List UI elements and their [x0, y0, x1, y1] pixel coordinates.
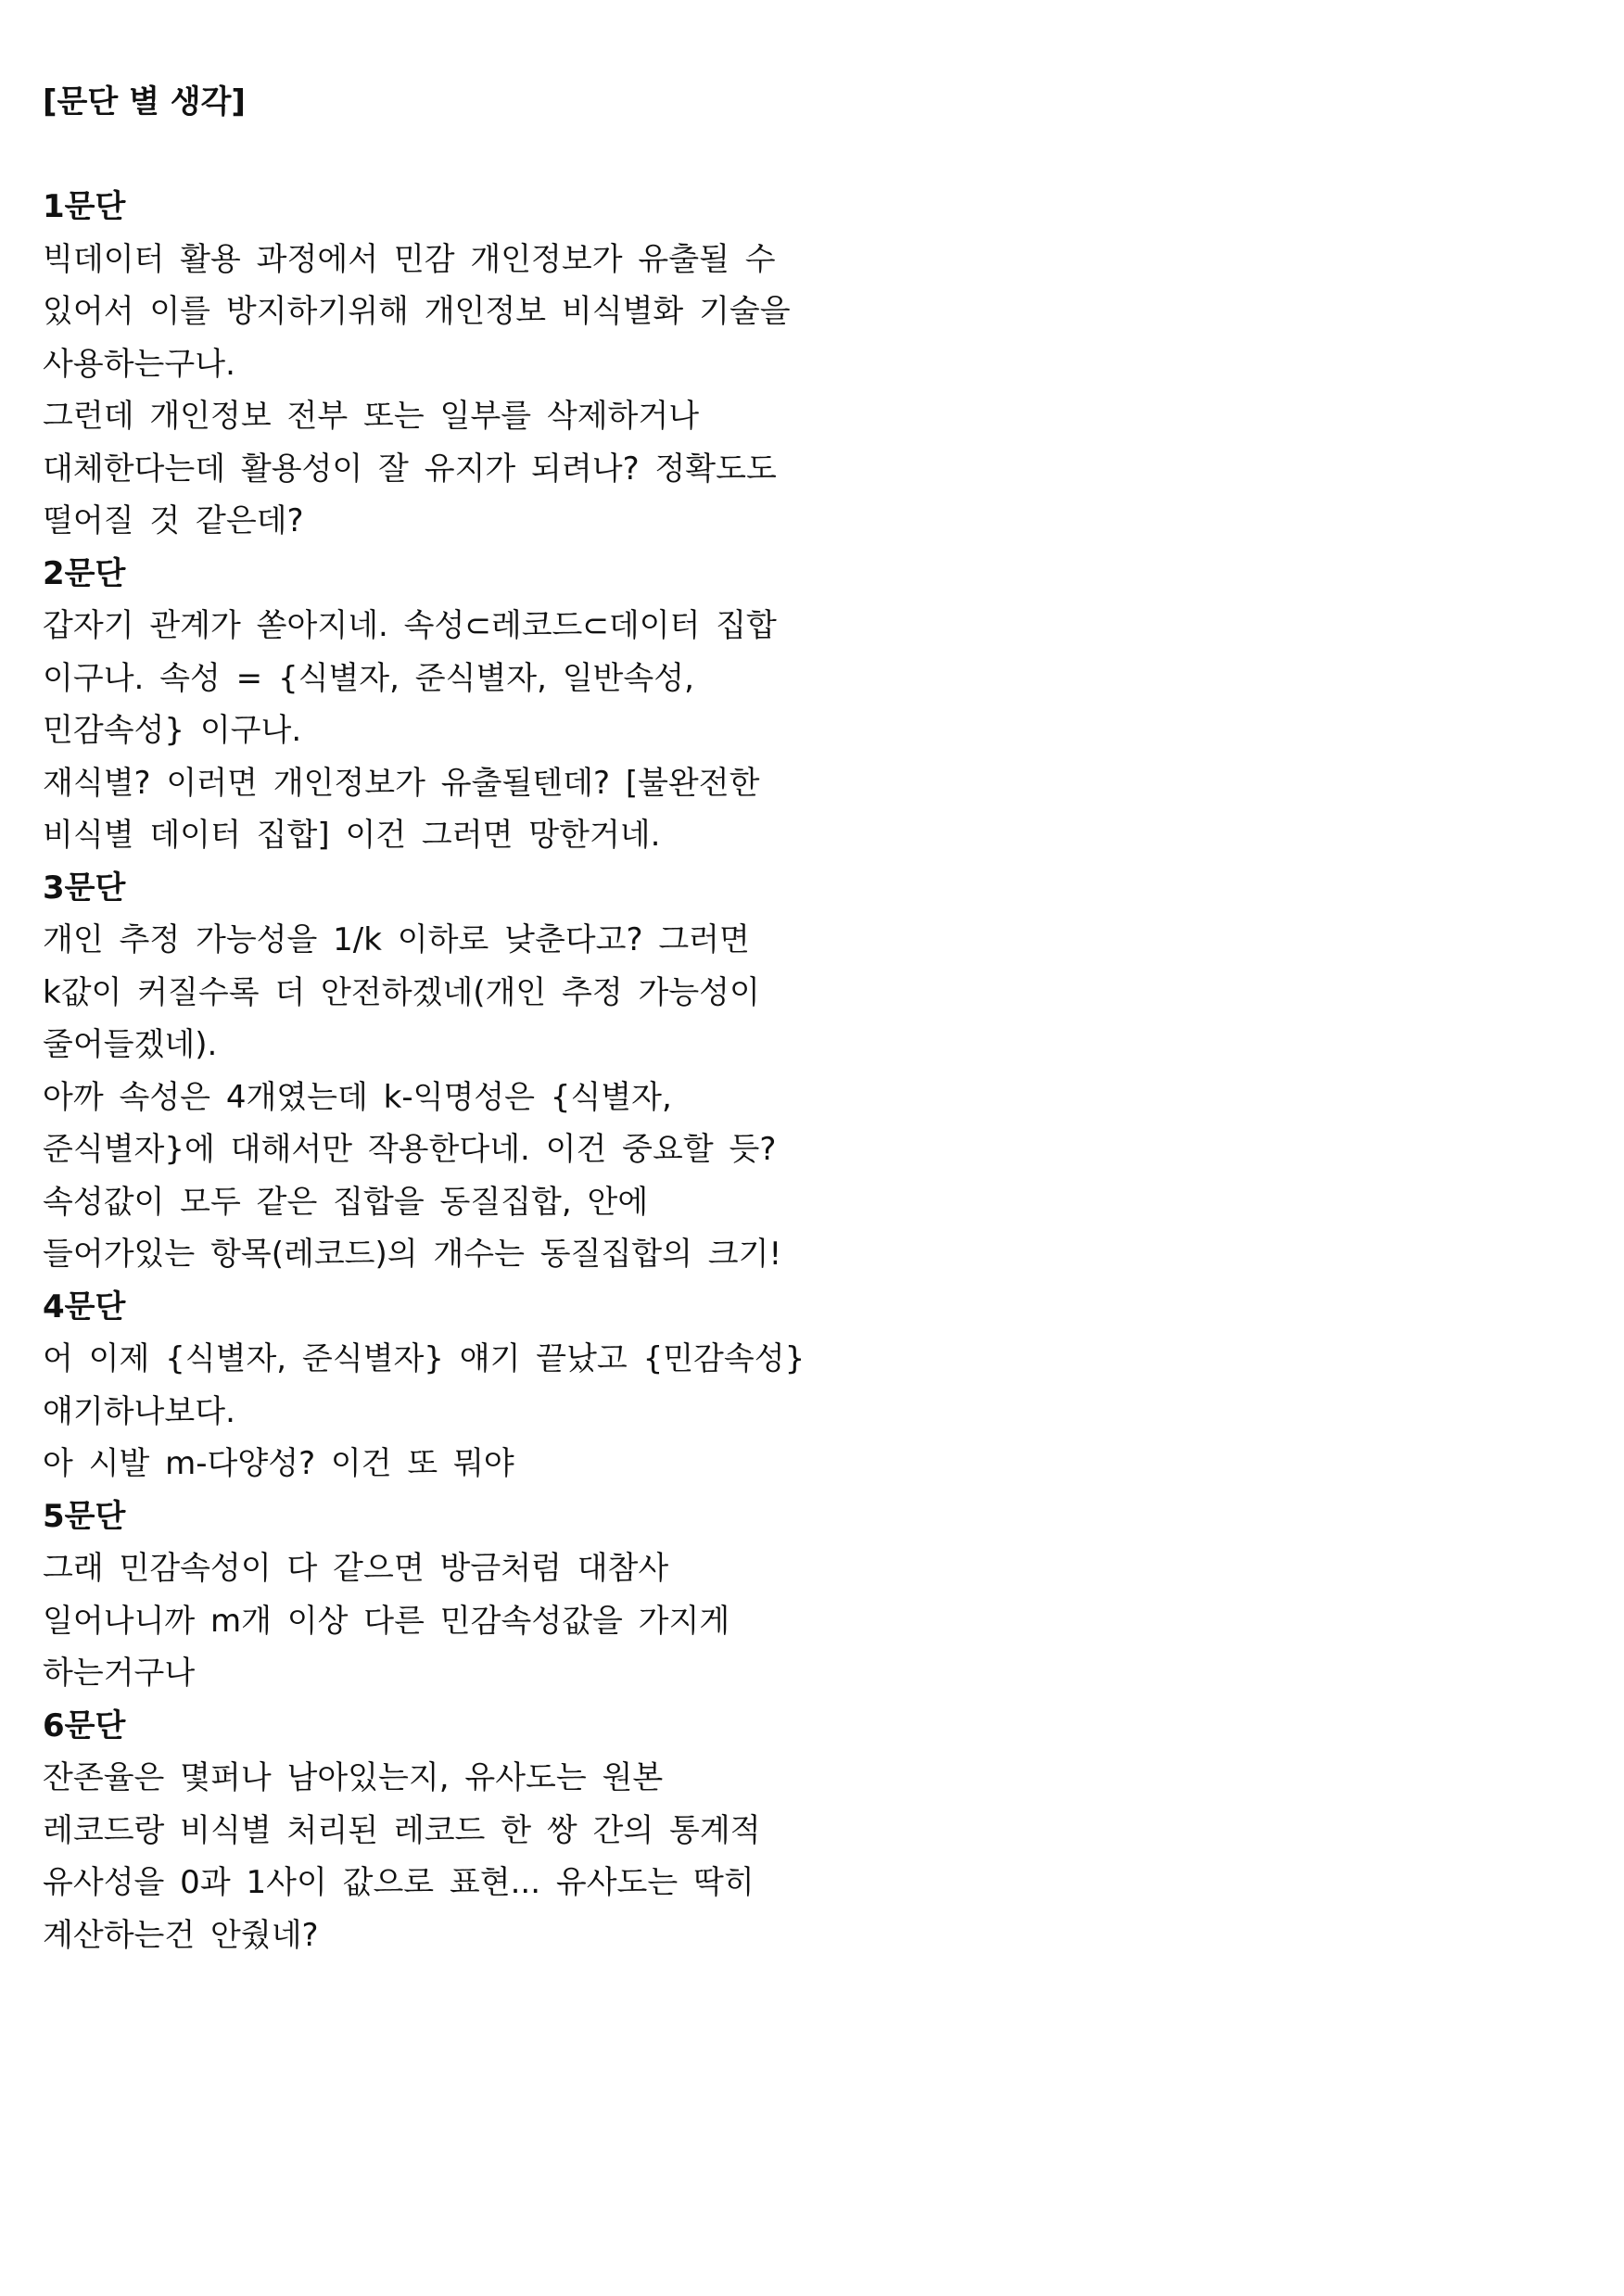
section-heading: 5문단: [43, 1497, 126, 1535]
paragraph-section: [43, 548, 1062, 862]
text-line: 아 시발 m-다양성? 이건 또 뭐야: [43, 1445, 514, 1482]
text-line: 준식별자}에 대해서만 작용한다네. 이건 중요할 듯?: [43, 1131, 777, 1168]
text-line: 들어가있는 항목(레코드)의 개수는 동질집합의 크기!: [43, 1236, 782, 1273]
paragraph-section: [43, 181, 1062, 548]
text-line: 갑자기 관계가 쏟아지네. 속성⊂레코드⊂데이터 집합: [43, 607, 777, 644]
text-line: 이구나. 속성 = {식별자, 준식별자, 일반속성,: [43, 659, 694, 697]
paragraph-section: [43, 862, 1062, 1281]
paragraph-section: [43, 1281, 1062, 1490]
text-line: 사용하는구나.: [43, 345, 235, 383]
text-line: 속성값이 모두 같은 집합을 동질집합, 안에: [43, 1183, 649, 1221]
blank-line: [43, 129, 1062, 182]
text-line: 재식별? 이러면 개인정보가 유출될텐데? [불완전한: [43, 764, 760, 802]
section-heading: 4문단: [43, 1288, 126, 1326]
text-line: k값이 커질수록 더 안전하겠네(개인 추정 가능성이: [43, 973, 760, 1011]
text-line: 그래 민감속성이 다 같으면 방금처럼 대참사: [43, 1550, 669, 1587]
document-page: [43, 76, 1062, 1961]
text-line: 아까 속성은 4개였는데 k-익명성은 {식별자,: [43, 1078, 672, 1116]
text-line: 유사성을 0과 1사이 값으로 표현... 유사도는 딱히: [43, 1864, 755, 1901]
text-line: 개인 추정 가능성을 1/k 이하로 낮춘다고? 그러면: [43, 921, 750, 958]
text-line: 얘기하나보다.: [43, 1392, 235, 1430]
text-line: 있어서 이를 방지하기위해 개인정보 비식별화 기술을: [43, 293, 791, 330]
text-line: 계산하는건 안줬네?: [43, 1916, 319, 1954]
text-line: 레코드랑 비식별 처리된 레코드 한 쌍 간의 통계적: [43, 1811, 761, 1849]
text-line: 떨어질 것 같은데?: [43, 502, 304, 539]
text-line: 하는거구나: [43, 1655, 196, 1692]
paragraph-section: [43, 1700, 1062, 1962]
section-heading: 1문단: [43, 188, 126, 225]
text-line: 그런데 개인정보 전부 또는 일부를 삭제하거나: [43, 398, 700, 435]
document-title: [문단 별 생각]: [43, 83, 246, 121]
text-line: 어 이제 {식별자, 준식별자} 얘기 끝났고 {민감속성}: [43, 1340, 806, 1377]
section-heading: 6문단: [43, 1706, 126, 1744]
paragraph-section: [43, 1490, 1062, 1700]
text-line: 빅데이터 활용 과정에서 민감 개인정보가 유출될 수: [43, 240, 776, 278]
sections-container: [43, 181, 1062, 1961]
section-heading: 3문단: [43, 869, 126, 907]
text-line: 일어나니까 m개 이상 다른 민감속성값을 가지게: [43, 1602, 730, 1640]
text-line: 민감속성} 이구나.: [43, 712, 302, 749]
text-line: 줄어들겠네).: [43, 1026, 218, 1063]
text-line: 잔존율은 몇퍼나 남아있는지, 유사도는 원본: [43, 1759, 664, 1796]
text-line: 대체한다는데 활용성이 잘 유지가 되려나? 정확도도: [43, 450, 777, 488]
section-heading: 2문단: [43, 554, 126, 592]
text-line: 비식별 데이터 집합] 이건 그러면 망한거네.: [43, 817, 661, 854]
